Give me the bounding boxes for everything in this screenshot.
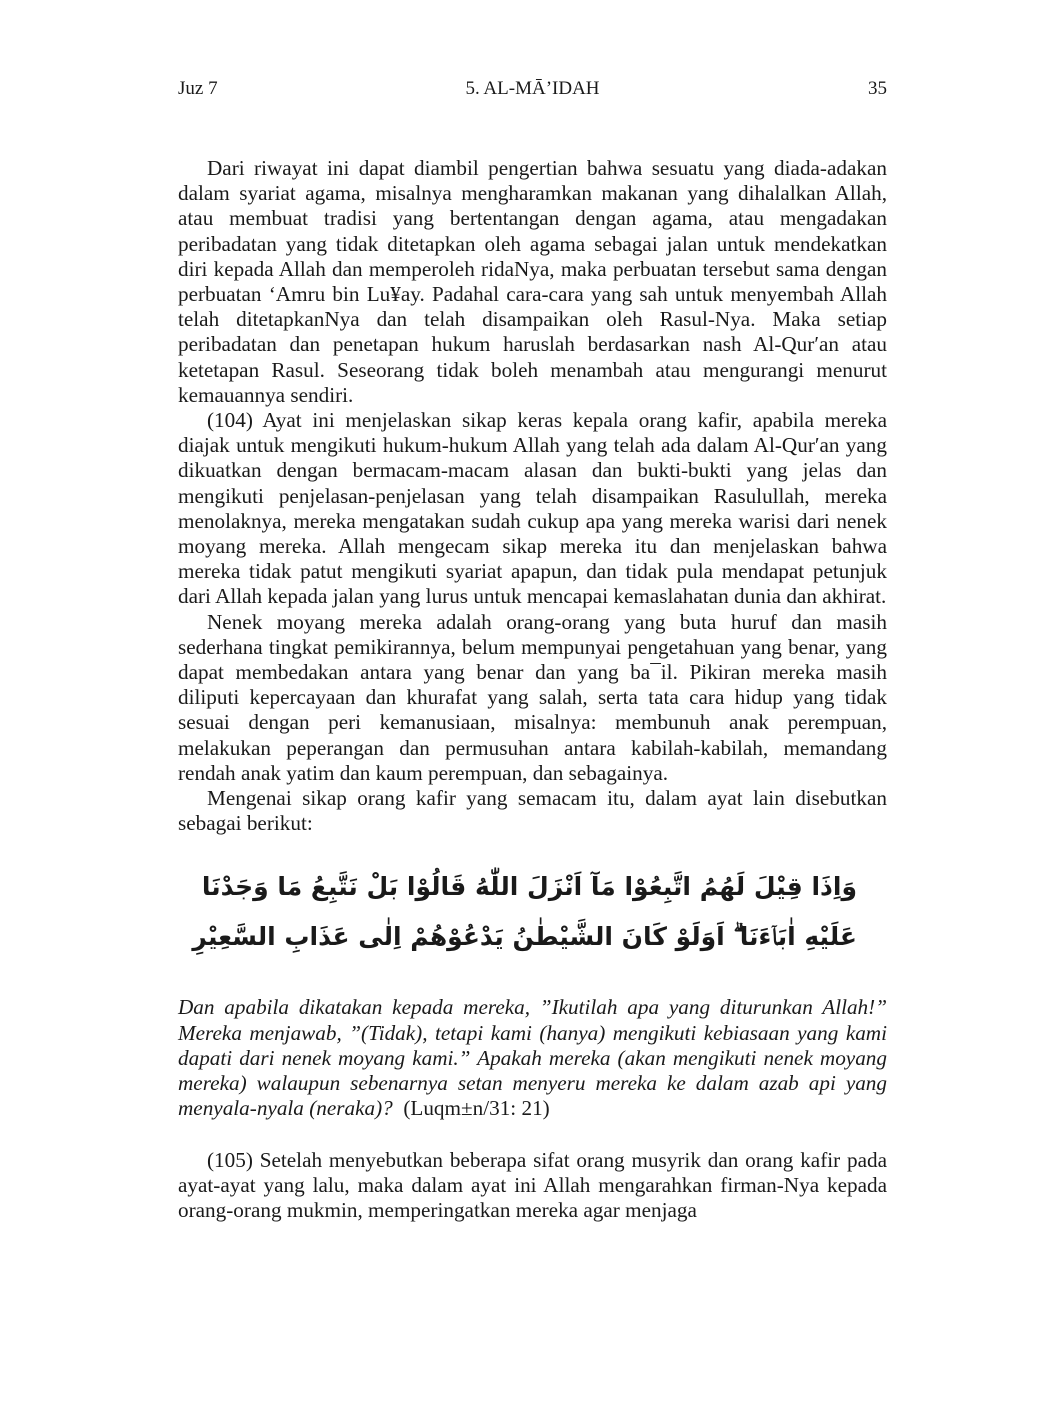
paragraph-riwayat: Dari riwayat ini dapat diambil pengertian bahwa sesuatu yang diada-adakan dalam syariat agama, misalnya mengharamkan makanan yang dihalalkan Allah, atau membuat tradisi yang bertentangan dengan agama, atau mengadakan peribadatan yang tidak ditetapkan oleh agama sebagai jalan untuk mendekatkan diri kepada Allah dan memperoleh ridaNya, maka perbuatan tersebut sama dengan perbuatan ‘Amru bin Lu¥ay. Padahal cara-cara yang sah untuk menyembah Allah telah ditetapkanNya dan telah disampaikan oleh Rasul-Nya. Maka setiap peribadatan dan penetapan hukum haruslah berdasarkan nash Al-Qur′an atau ketetapan Rasul. Seseorang tidak boleh menambah atau mengurangi menurut kemauannya sendiri. [178,156,887,407]
arabic-verse: وَاِذَا قِيْلَ لَهُمُ اتَّبِعُوْا مَآ اَنْزَلَ اللّٰهُ قَالُوْا بَلْ نَتَّبِعُ مَا وَجَدْنَا عَلَيْهِ اٰبَاۤءَنَا ۗ اَوَلَوْ كَانَ الشَّيْطٰنُ يَدْعُوْهُمْ اِلٰى عَذَابِ السَّعِيْرِ [192,872,857,952]
verse-reference: (Luqm±n/31: 21) [403,1096,550,1121]
paragraph-104: (104) Ayat ini menjelaskan sikap keras kepala orang kafir, apabila mereka diajak untuk mengikuti hukum-hukum Allah yang telah ada dalam Al-Qur′an yang dikuatkan dengan bermacam-macam alasan dan bukti-bukti yang jelas dan mengikuti penjelasan-penjelasan yang telah disampaikan Rasulullah, mereka menolaknya, mereka mengatakan sudah cukup apa yang mereka warisi dari nenek moyang mereka. Allah mengecam sikap mereka itu dan menjelaskan bahwa mereka tidak patut mengikuti syariat apapun, dan tidak pula mendapat petunjuk dari Allah kepada jalan yang lurus untuk mencapai kemaslahatan dunia dan akhirat. [178,408,887,609]
paragraph-intro-verse: Mengenai sikap orang kafir yang semacam itu, dalam ayat lain disebutkan sebagai berikut: [178,786,887,836]
juz-label: Juz 7 [178,78,218,99]
paragraph-105: (105) Setelah menyebutkan beberapa sifat orang musyrik dan orang kafir pada ayat-ayat yang lalu, maka dalam ayat ini Allah mengarahkan firman-Nya kepada orang-orang mukmin, memperingatkan mereka agar menjaga [178,1147,887,1222]
page-header [178,76,887,102]
page-body [178,156,887,1223]
surah-title: 5. AL-MĀ’IDAH [465,78,600,99]
verse-translation [178,995,887,1121]
page-number: 35 [868,78,887,99]
paragraph-nenek-moyang: Nenek moyang mereka adalah orang-orang yang buta huruf dan masih sederhana tingkat pemikirannya, belum mempunyai pengetahuan yang benar, yang dapat membedakan antara yang benar dan yang ba¯il. Pikiran mereka masih diliputi kepercayaan dan khurafat yang salah, serta tata cara hidup yang tidak sesuai dengan peri kemanusiaan, misalnya: membunuh anak perempuan, melakukan peperangan dan permusuhan antara kabilah-kabilah, memandang rendah anak yatim dan kaum perempuan, dan sebagainya. [178,609,887,785]
translation-text: Dan apabila dikatakan kepada mereka, ”Ikutilah apa yang diturunkan Allah!” Mereka menjawab, ”(Tidak), tetapi kami (hanya) mengikuti kebiasaan yang kami dapati dari nenek moyang kami.” Apakah mereka (akan mengikuti nenek moyang mereka) walaupun sebenarnya setan menyeru mereka ke dalam azab api yang menyala-nyala (neraka)? [178,995,887,1121]
